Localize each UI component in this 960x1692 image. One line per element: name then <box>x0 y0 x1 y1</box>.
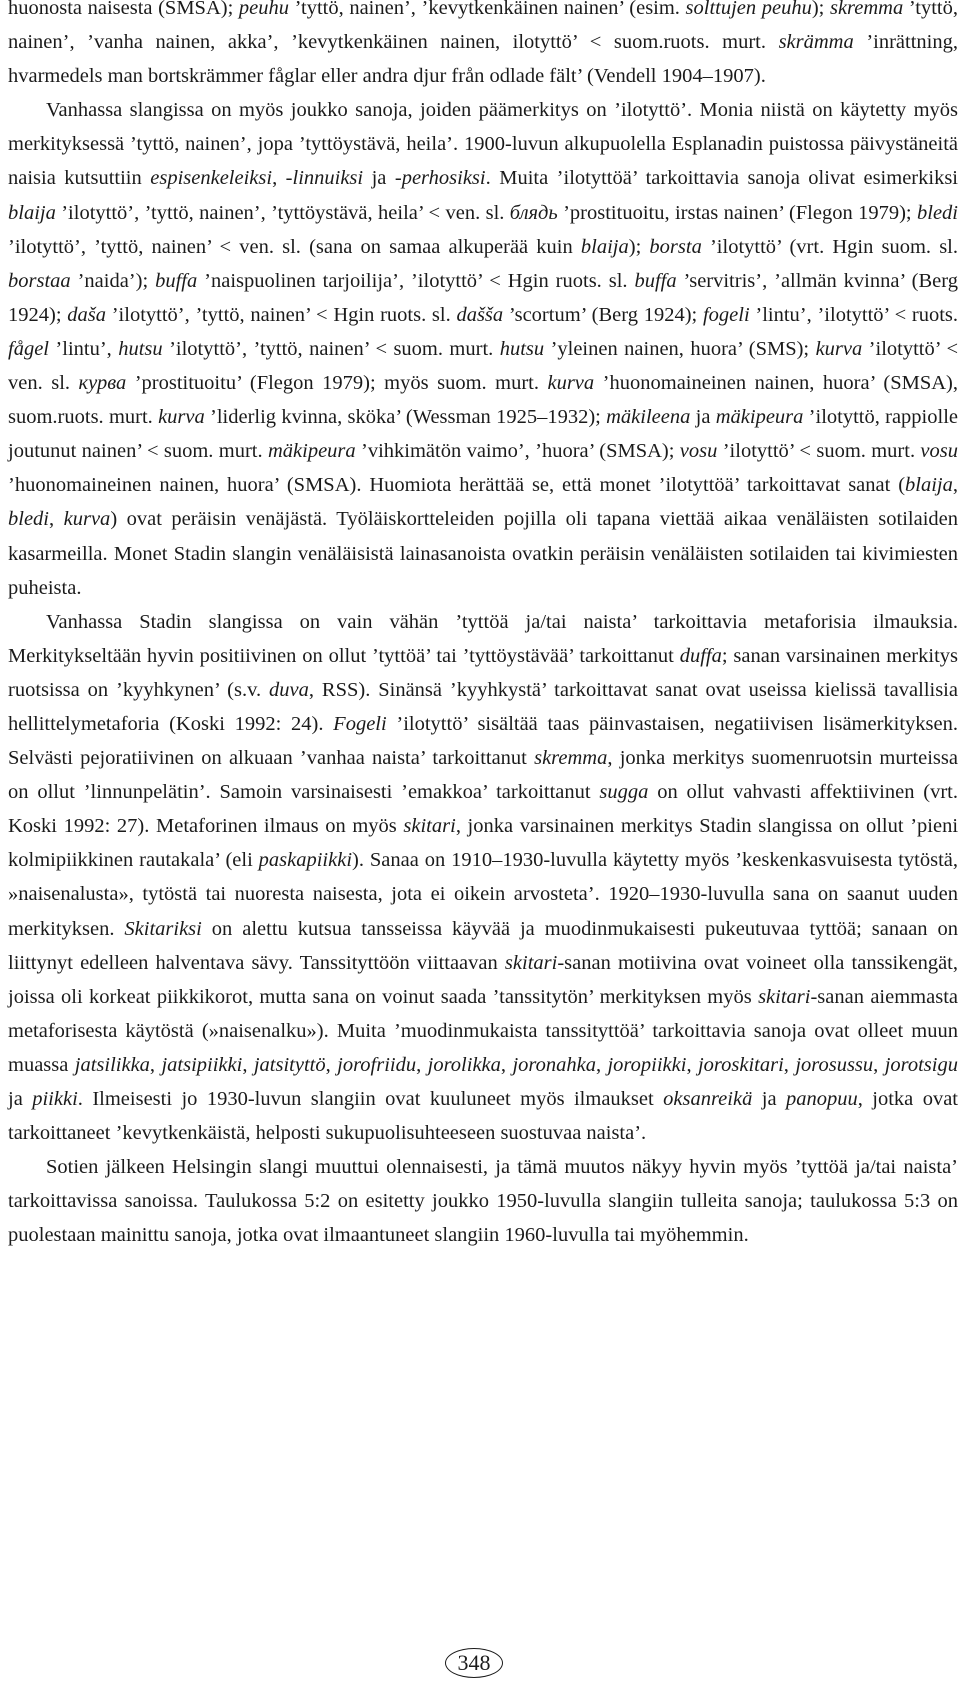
text-run: ’ilotyttö’ (vrt. Hgin suom. sl. <box>701 235 958 258</box>
text-run: -sanan aiemmasta metaforisesta käytöstä (»naisenalku»). Muita ’muodinmukaista tanssityttöä’ tarkoittavia sanoja ovat olleet muun muassa <box>8 985 958 1076</box>
text-run: ’huonomaineinen nainen, huora’ (SMSA). Huomiota herättää se, että monet ’ilotyttöä’ tarkoittavat sanat ( <box>8 474 906 497</box>
italic-term: Skitariksi <box>124 917 202 940</box>
italic-term: skitari <box>403 815 456 838</box>
body-paragraph-1 <box>8 0 958 93</box>
italic-term: dašša <box>456 303 504 326</box>
italic-term: курва <box>78 372 127 395</box>
text-run: ’liderlig kvinna, sköka’ (Wessman 1925–1932); <box>204 406 607 429</box>
italic-term: bledi <box>8 508 49 531</box>
italic-term: peuhu <box>238 0 289 19</box>
italic-term: bledi <box>917 201 958 224</box>
text-run: ’naispuolinen tarjoilija’, ’ilotyttö’ < Hgin ruots. sl. <box>197 269 635 292</box>
italic-term: sugga <box>599 781 649 804</box>
italic-term: jatsipiikki <box>161 1053 243 1076</box>
italic-term: espisenkeleiksi <box>150 167 273 190</box>
text-run: ’lintu’, <box>49 337 119 360</box>
italic-term: mäkipeura <box>715 406 804 429</box>
text-run: Vanhassa Stadin slangissa on vain vähän ’tyttöä ja/tai naista’ tarkoittavia metaforisia ilmauksia. Merkitykseltään hyvin positiivinen on ollut ’tyttöä’ tai ’tyttöystävää’ tarkoittanut <box>8 610 958 667</box>
italic-term: jatsityttö <box>253 1053 326 1076</box>
text-run: , <box>242 1053 254 1076</box>
text-run: , <box>325 1053 338 1076</box>
text-run: ); <box>628 235 650 258</box>
text-run: ja <box>8 1088 33 1110</box>
italic-term: skremma <box>534 747 608 770</box>
italic-term: joropiikki <box>607 1053 687 1076</box>
page-number: 348 <box>445 1648 503 1678</box>
text-run: ’inrättning, hvarmedels man bortskrämmer fåglar eller andra djur från odlade fält’ (Vendell 1904–1907). <box>8 31 958 88</box>
italic-term: Fogeli <box>333 712 387 735</box>
text-run: ’prostituoitu’ (Flegon 1979); myös suom. murt. <box>126 372 548 395</box>
italic-term: kurva <box>63 508 111 531</box>
text-run: ’yleinen nainen, huora’ (SMS); <box>544 337 816 360</box>
text-run: ’servitris’, ’allmän kvinna’ (Berg 1924); <box>8 269 958 326</box>
body-paragraph-3 <box>8 605 958 1151</box>
italic-term: skitari <box>504 951 558 974</box>
italic-term: jorofriidu <box>337 1053 417 1076</box>
italic-term: mäkileena <box>606 406 691 429</box>
text-run: ’lintu’, ’ilotyttö’ < ruots. <box>749 303 958 326</box>
text-run: ’ilotyttö’ < ven. sl. <box>8 337 959 395</box>
text-run: ’ilotyttö’, ’tyttö, nainen’ < ven. sl. (sana on samaa alkuperää kuin <box>8 235 581 258</box>
text-run: , <box>595 1053 608 1076</box>
italic-term: jorosussu <box>795 1053 874 1076</box>
text-run: , <box>149 1053 162 1076</box>
text-run: , jonka varsinainen merkitys Stadin slangissa on ollut ’pieni kolmipiikkinen rautakala’ (eli <box>8 815 959 872</box>
text-run: ); <box>811 0 830 19</box>
italic-term: vosu <box>920 440 958 463</box>
text-run: ja <box>752 1088 786 1110</box>
italic-term: piikki <box>32 1088 78 1110</box>
italic-term: blaija <box>580 235 629 258</box>
text-run: ’ilotyttö’, ’tyttö, nainen’ < Hgin ruots. sl. <box>106 303 457 326</box>
text-run: Vanhassa slangissa on myös joukko sanoja, joiden päämerkitys on ’ilotyttö’. Monia niistä on käytetty myös merkityksessä ’tyttö, nainen’, jopa ’tyttöystävä, heila’. 1900-luvun alkupuolella Esplanadin puistossa päivystäneitä naisia kutsuttiin <box>8 99 958 190</box>
text-run: ’ilotyttö’, ’tyttö, nainen’ < suom. murt. <box>162 337 500 360</box>
italic-term: skremma <box>829 0 904 19</box>
text-run: ’ilotyttö’ sisältää taas päinvastaisen, negatiivisen lisämerkityksen. Selvästi pejoratiivinen on alkuaan ’vanhaa naista’ tarkoittanut <box>8 712 959 770</box>
text-run: , <box>952 474 958 497</box>
italic-term: -perhosiksi <box>394 167 486 190</box>
text-run: ’huonomaineinen nainen, huora’ (SMSA), suom.ruots. murt. <box>8 372 958 429</box>
italic-term: daša <box>67 303 106 326</box>
italic-term: paskapiikki <box>258 849 353 872</box>
text-run: , <box>783 1053 796 1076</box>
text-run: , <box>416 1053 428 1076</box>
text-run: , <box>49 508 64 531</box>
text-run: ; sanan varsinainen merkitys ruotsissa on ’kyyhkynen’ (s.v. <box>8 644 958 701</box>
italic-term: oksanreikä <box>663 1088 753 1110</box>
italic-term: solttujen peuhu <box>685 0 812 19</box>
text-run: -sanan motiivina ovat voineet olla tanssikengät, joissa oli korkeat piikkikorot, mutta sana on voinut saada ’tanssitytön’ merkityksen myös <box>8 951 958 1008</box>
italic-term: buffa <box>155 269 198 292</box>
italic-term: hutsu <box>118 337 163 360</box>
body-paragraph-2 <box>8 93 958 604</box>
italic-term: joroskitari <box>697 1053 784 1076</box>
italic-term: buffa <box>634 269 677 292</box>
text-run: ja <box>363 167 395 190</box>
text-run: , jonka merkitys suomenruotsin murteissa on ollut ’linnunpelätin’. Samoin varsinaisesti ’emakkoa’ tarkoittanut <box>8 747 958 804</box>
text-run: ’tyttö, nainen’, ’vanha nainen, akka’, ’kevytkenkäinen nainen, ilotyttö’ < suom.ruots. murt. <box>8 0 958 54</box>
italic-term: kurva <box>547 372 595 395</box>
italic-term: fågel <box>8 337 49 360</box>
text-run: ’naida’); <box>70 269 156 292</box>
text-run: ’ilotyttö’, ’tyttö, nainen’, ’tyttöystävä, heila’ < ven. sl. <box>55 201 510 224</box>
text-run: ) ovat peräisin venäjästä. Työläiskortteleiden pojilla oli tapana viettää aikaa venäläisten sotilaiden kasarmeilla. Monet Stadin slangin venäläisistä lainasanoista ovatkin peräisin venäläisten sotilaiden tai kivimiesten puheista. <box>8 508 959 599</box>
italic-term: borsta <box>649 235 702 258</box>
italic-term: блядь <box>509 201 558 224</box>
italic-term: jorotsigu <box>884 1053 958 1076</box>
italic-term: vosu <box>679 440 718 463</box>
text-run: ’vihkimätön vaimo’, ’huora’ (SMSA); <box>355 440 680 463</box>
text-run: , jotka ovat tarkoittaneet ’kevytkenkäistä, helposti sukupuolisuhteeseen suostuvaa naista’. <box>8 1088 959 1145</box>
italic-term: duva <box>269 678 309 701</box>
italic-term: jorolikka <box>427 1053 501 1076</box>
document-page <box>8 0 958 1692</box>
text-run: ja <box>690 406 716 429</box>
italic-term: kurva <box>815 337 863 360</box>
text-run: . Muita ’ilotyttöä’ tarkoittavia sanoja olivat esimerkiksi <box>485 167 958 190</box>
italic-term: jatsilikka <box>74 1053 150 1076</box>
italic-term: panopuu <box>785 1088 858 1110</box>
italic-term: kurva <box>158 406 205 429</box>
text-run: . Ilmeisesti jo 1930-luvun slangiin ovat kuuluneet myös ilmaukset <box>77 1088 664 1110</box>
italic-term: hutsu <box>499 337 545 360</box>
text-run: ’ilotyttö, rappiolle joutunut nainen’ < suom. murt. <box>8 406 958 463</box>
text-run: ). Sanaa on 1910–1930-luvulla käytetty myös ’keskenkasvuisesta tytöstä, »naisenalusta», tytöstä tai nuoresta naisesta, jota ei oikein arvosteta’. 1920–1930-luvulla sana on saanut uuden merkityksen. <box>8 849 958 940</box>
italic-term: blaija <box>905 474 953 497</box>
italic-term: blaija <box>8 201 56 224</box>
text-run: , <box>272 167 286 190</box>
text-run: ’tyttö, nainen’, ’kevytkenkäinen nainen’ (esim. <box>288 0 686 19</box>
italic-term: mäkipeura <box>267 440 356 463</box>
text-run: ’scortum’ (Berg 1924); <box>503 303 703 326</box>
italic-term: borstaa <box>8 269 71 292</box>
text-run: on alettu kutsua tansseissa käyvää ja muodinmukaisesti pukeutuvaa tyttöä; sanaan on liittynyt edelleen halventava sävy. Tanssityttöön viittaavan <box>8 917 958 974</box>
text-run: , <box>686 1053 698 1076</box>
text-run: , <box>500 1053 513 1076</box>
body-paragraph-4 <box>8 1150 958 1252</box>
text-run: on ollut vahvasti affektiivinen (vrt. Koski 1992: 27). Metaforinen ilmaus on myös <box>8 781 958 838</box>
italic-term: skitari <box>758 985 811 1008</box>
italic-term: fogeli <box>702 303 750 326</box>
text-run: ’prostituoitu, irstas nainen’ (Flegon 1979); <box>557 201 917 224</box>
text-run: , <box>873 1053 885 1076</box>
italic-term: skrämma <box>778 31 854 54</box>
italic-term: -linnuiksi <box>285 167 364 190</box>
text-run: Sotien jälkeen Helsingin slangi muuttui olennaisesti, ja tämä muutos näkyy hyvin myös ’tyttöä ja/tai naista’ tarkoittavissa sanoissa. Taulukossa 5:2 on esitetty joukko 1950-luvulla slangiin tulleita sanoja; taulukossa 5:3 on puolestaan mainittu sanoja, jotka ovat ilmaantuneet slangiin 1960-luvulla tai myöhemmin. <box>8 1156 958 1247</box>
italic-term: joronahka <box>512 1053 596 1076</box>
text-run: ’ilotyttö’ < suom. murt. <box>717 440 921 463</box>
text-run: , RSS). Sinänsä ’kyyhkystä’ tarkoittavat sanat ovat useissa kielissä tavallisia hellittelymetaforia (Koski 1992: 24). <box>8 678 958 735</box>
italic-term: duffa <box>679 644 722 667</box>
text-run: huonosta naisesta (SMSA); <box>8 0 239 19</box>
